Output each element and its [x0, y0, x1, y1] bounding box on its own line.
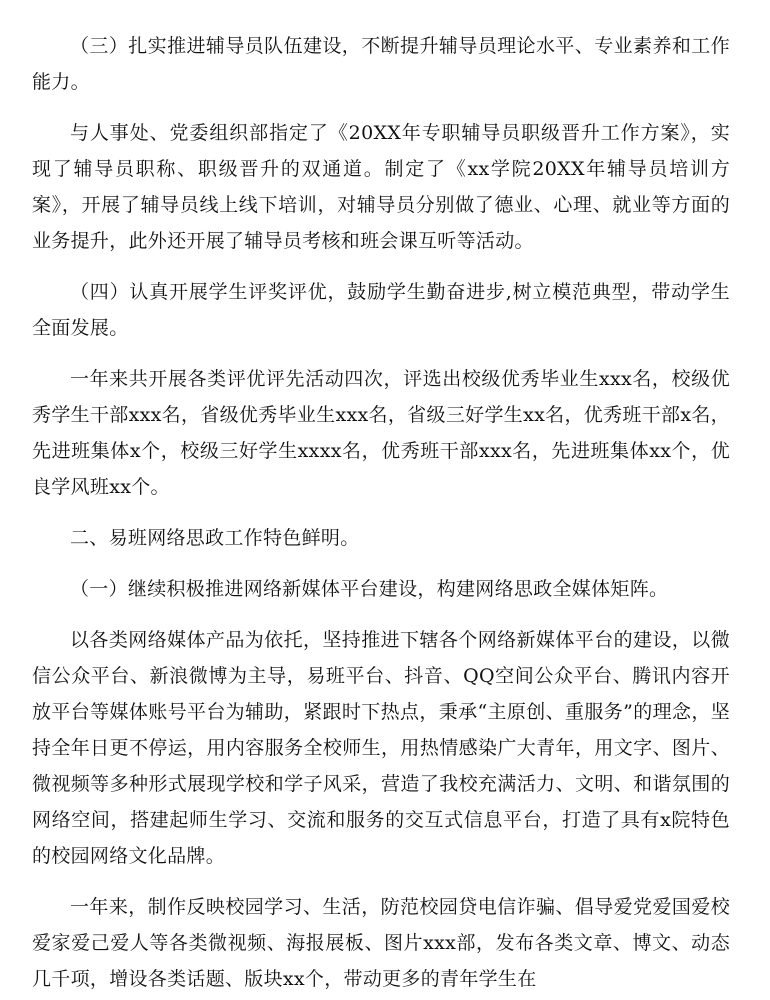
section-heading-team-building: （三）扎实推进辅导员队伍建设，不断提升辅导员理论水平、专业素养和工作能力。 [32, 35, 730, 93]
paragraph-counselor-promotion: 与人事处、党委组织部指定了《20XX年专职辅导员职级晋升工作方案》，实现了辅导员职称、职级晋升的双通道。制定了《xx学院20XX年辅导员培训方案》，开展了辅导员线上线下培训，对辅导员分别做了德业、心理、就业等方面的业务提升，此外还开展了辅导员考核和班会课互听等活动。 [32, 122, 730, 252]
paragraph-new-media-platforms: 以各类网络媒体产品为依托，坚持推进下辖各个网络新媒体平台的建设，以微信公众平台、新浪微博为主导，易班平台、抖音、QQ空间公众平台、腾讯内容开放平台等媒体账号平台为辅助，紧跟时下热点，秉承“主原创、重服务”的理念，坚持全年日更不停运，用内容服务全校师生，用热情感染广大青年，用文字、图片、微视频等多种形式展现学校和学子风采，营造了我校充满活力、文明、和谐氛围的网络空间，搭建起师生学习、交流和服务的交互式信息平台，打造了具有x院特色的校园网络文化品牌。 [32, 629, 730, 867]
section-heading-yiban: 二、易班网络思政工作特色鲜明。 [70, 527, 360, 549]
section-heading-new-media: （一）继续积极推进网络新媒体平台建设，构建网络思政全媒体矩阵。 [70, 578, 669, 600]
paragraph-awards-summary: 一年来共开展各类评优评先活动四次，评选出校级优秀毕业生xxx名，校级优秀学生干部xxx名，省级优秀毕业生xxx名，省级三好学生xx名，优秀班干部x名，先进班集体x个，校级三好学生xxxx名，优秀班干部xxx名，先进班集体xx个，优良学风班xx个。 [32, 368, 730, 498]
section-heading-awards: （四）认真开展学生评奖评优，鼓励学生勤奋进步,树立模范典型，带动学生全面发展。 [32, 281, 730, 339]
paragraph-annual-output: 一年来，制作反映校园学习、生活，防范校园贷电信诈骗、倡导爱党爱国爱校爱家爱己爱人等各类微视频、海报展板、图片xxx部，发布各类文章、博文、动态几千项，增设各类话题、版块xx个，带动更多的青年学生在 [32, 896, 730, 990]
